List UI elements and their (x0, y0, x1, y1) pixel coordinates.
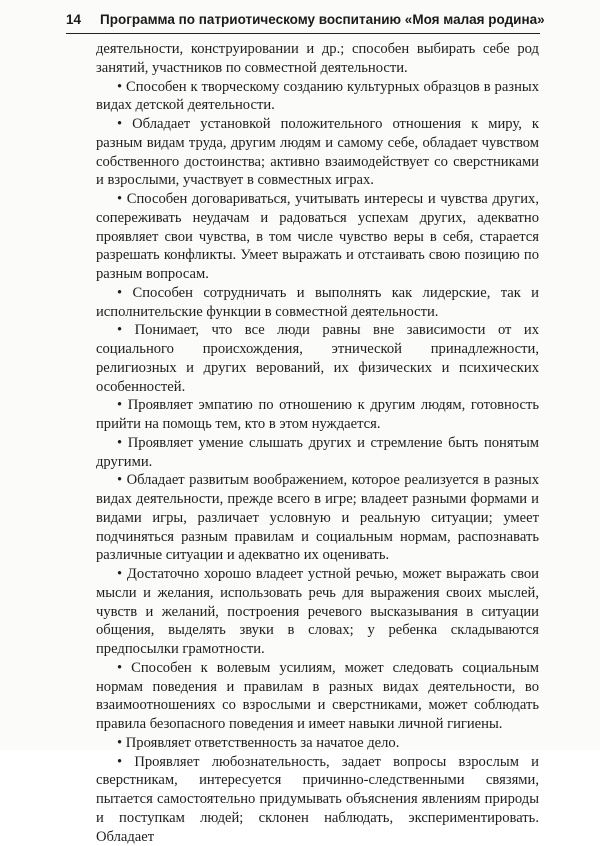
continuation-paragraph: деятельности, конструировании и др.; способен выбирать себе род занятий, участников по совместной деятельности. (96, 40, 539, 78)
header-divider (66, 33, 540, 34)
page-number: 14 (66, 8, 100, 32)
list-item: • Способен к творческому созданию культурных образцов в разных видах детской деятельности. (96, 78, 539, 116)
running-header (66, 8, 536, 32)
header-title: Программа по патриотическому воспитанию «Моя малая родина» (100, 12, 545, 27)
list-item: • Способен к волевым усилиям, может следовать социальным нормам поведения и правилам в разных видах деятельности, во взаимоотношениях со взрослыми и сверстниками, может соблюдать правила безопасного поведения и имеет навыки личной гигиены. (96, 659, 539, 734)
body-text (96, 40, 539, 846)
list-item: • Обладает установкой положительного отношения к миру, к разным видам труда, другим людям и самому себе, обладает чувством собственного достоинства; активно взаимодействует со сверстниками и взрослыми, участвует в совместных играх. (96, 115, 539, 190)
list-item: • Способен сотрудничать и выполнять как лидерские, так и исполнительские функции в совместной деятельности. (96, 284, 539, 322)
list-item: • Проявляет ответственность за начатое дело. (96, 734, 539, 753)
list-item: • Достаточно хорошо владеет устной речью, может выражать свои мысли и желания, использовать речь для выражения своих мыслей, чувств и желаний, построения речевого высказывания в ситуации общения, выделять звуки в словах; у ребенка складываются предпосылки грамотности. (96, 565, 539, 659)
list-item: • Понимает, что все люди равны вне зависимости от их социального происхождения, этнической принадлежности, религиозных и других верований, их физических и психических особенностей. (96, 321, 539, 396)
list-item: • Способен договариваться, учитывать интересы и чувства других, сопереживать неудачам и радоваться успехам других, адекватно проявляет свои чувства, в том числе чувство веры в себя, старается разрешать конфликты. Умеет выражать и отстаивать свою позицию по разным вопросам. (96, 190, 539, 284)
list-item: • Проявляет любознательность, задает вопросы взрослым и сверстникам, интересуется причинно-следственными связями, пытается самостоятельно придумывать объяснения явлениям природы и поступкам людей; склонен наблюдать, экспериментировать. Обладает (96, 753, 539, 846)
list-item: • Обладает развитым воображением, которое реализуется в разных видах деятельности, прежде всего в игре; владеет разными формами и видами игры, различает условную и реальную ситуации; умеет подчиняться разным правилам и социальным нормам, распознавать различные ситуации и адекватно их оценивать. (96, 471, 539, 565)
list-item: • Проявляет умение слышать других и стремление быть понятым другими. (96, 434, 539, 472)
list-item: • Проявляет эмпатию по отношению к другим людям, готовность прийти на помощь тем, кто в этом нуждается. (96, 396, 539, 434)
